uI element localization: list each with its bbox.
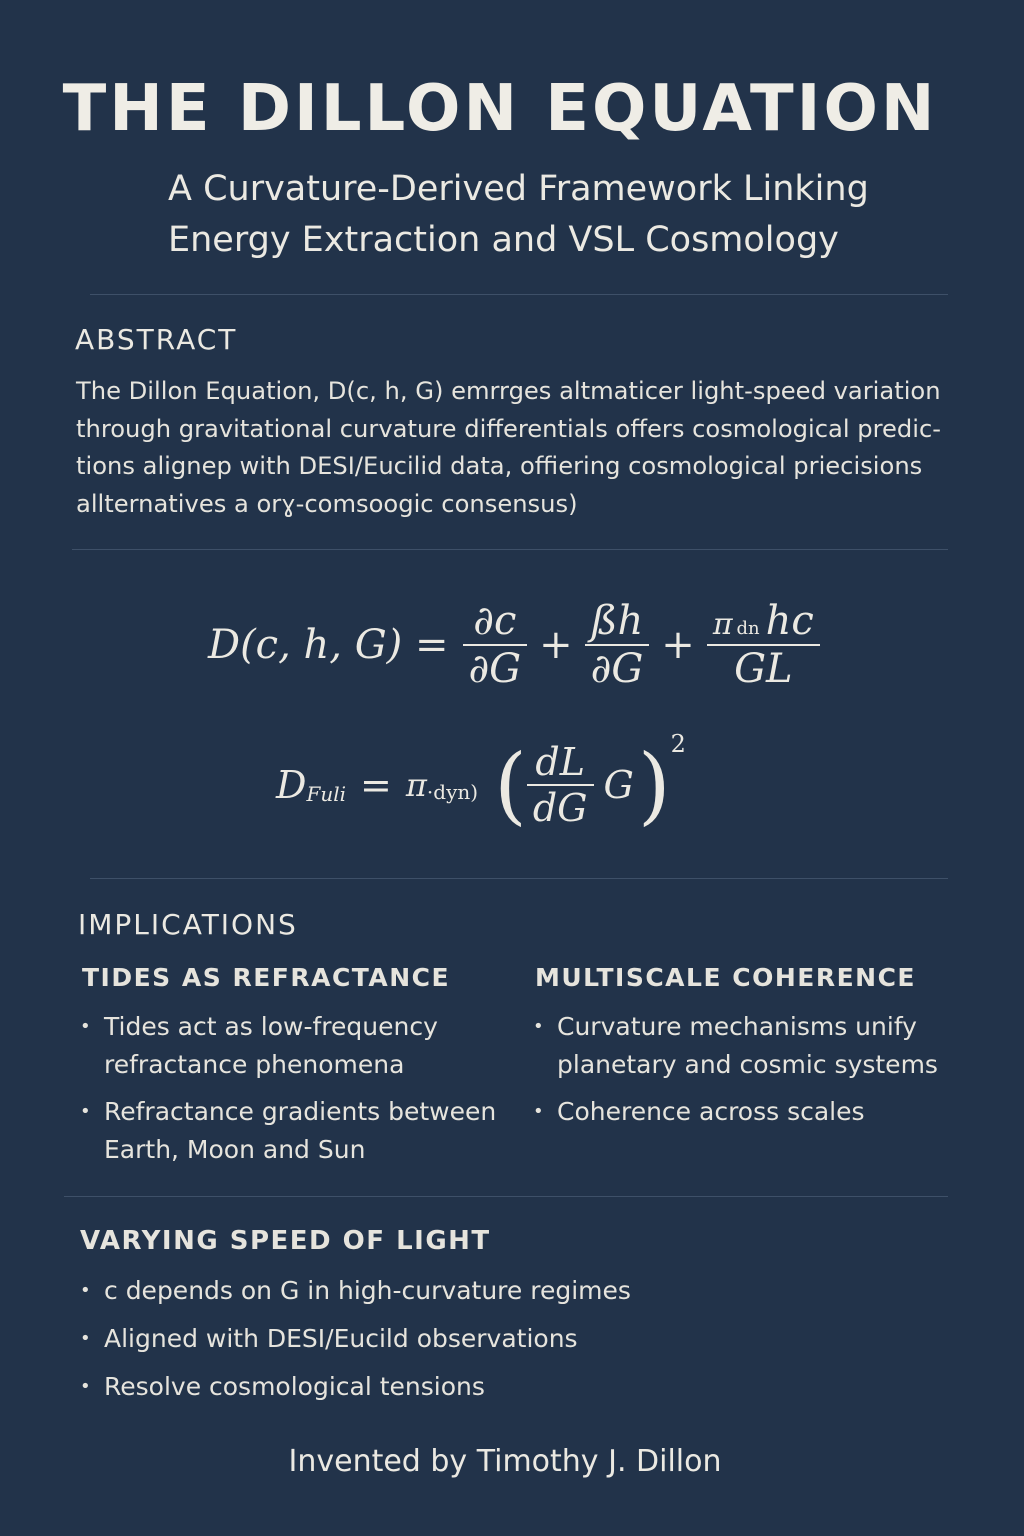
eq1-pi-sub: dn (736, 618, 760, 639)
vsl-heading: VARYING SPEED OF LIGHT (80, 1226, 491, 1256)
subtitle-line-2: Energy Extraction and VSL Cosmology (168, 220, 839, 260)
eq1-term1 (463, 598, 528, 692)
eq1-plus: + (661, 622, 695, 668)
eq1-pi: π (712, 607, 733, 642)
eq2-d-sub: Fuli (306, 782, 347, 806)
abstract-line: allternatives a orɣ-comsoogic consensus) (76, 489, 578, 518)
eq1-term2 (585, 598, 650, 692)
list-item: • Coherence across scales (531, 1093, 971, 1131)
eq2-g: G (603, 763, 634, 807)
eq2-pi: π (405, 766, 427, 804)
eq1-term3-den: GL (707, 644, 820, 692)
eq1-hc: hc (765, 598, 814, 644)
eq2-frac-den: dG (527, 784, 594, 830)
list-item: • Curvature mechanisms unify planetary and cosmic systems (531, 1008, 971, 1084)
dillon-equation (208, 590, 848, 700)
eq2-pi-sub: ·dyn) (426, 780, 479, 804)
tides-list (78, 1008, 508, 1169)
eq2-paren-open: ( (494, 736, 527, 834)
list-item: • Resolve cosmological tensions (78, 1368, 778, 1406)
eq1-term2-num: ßh (590, 598, 644, 644)
eq2-fraction (527, 740, 594, 830)
divider (90, 878, 948, 879)
eq1-term3 (707, 598, 820, 692)
multiscale-heading: MULTISCALE COHERENCE (535, 963, 917, 992)
eq2-equals: = (360, 763, 392, 807)
list-item: • Tides act as low-frequency refractance phenomena (78, 1008, 508, 1084)
eq2-d: D (276, 763, 307, 807)
tides-heading: TIDES AS REFRACTANCE (82, 963, 451, 992)
multiscale-list (531, 1008, 971, 1131)
eq1-lhs: D(c, h, G) = (208, 622, 449, 668)
divider (64, 1196, 948, 1197)
eq2-exponent: 2 (670, 730, 686, 758)
vsl-list (78, 1272, 778, 1406)
divider (90, 294, 948, 295)
implications-heading: IMPLICATIONS (78, 908, 298, 941)
divider (72, 549, 948, 550)
list-item: • c depends on G in high-curvature regimes (78, 1272, 778, 1310)
eq1-term2-den: ∂G (585, 644, 650, 692)
abstract-heading: ABSTRACT (75, 323, 238, 356)
list-item: • Refractance gradients between Earth, Moon and Sun (78, 1093, 508, 1169)
abstract-text (76, 373, 976, 523)
subtitle-line-1: A Curvature-Derived Framework Linking (168, 169, 869, 209)
abstract-line: The Dillon Equation, D(c, h, G) emrrges altmaticer light-speed variation (76, 377, 941, 405)
eq2-paren-close: ) (637, 736, 671, 834)
abstract-line: tions alignep with DESI/Eucilid data, offiering cosmological priecisions (76, 452, 923, 480)
eq1-term1-num: ∂c (473, 598, 517, 644)
page-title: THE DILLON EQUATION (62, 72, 938, 146)
page-subtitle (168, 164, 869, 266)
list-item: • Aligned with DESI/Eucild observations (78, 1320, 778, 1358)
eq2-frac-num: dL (535, 740, 585, 784)
credit: Invented by Timothy J. Dillon (288, 1444, 722, 1479)
eq1-term3-num (707, 598, 820, 644)
full-equation (276, 730, 706, 840)
eq1-plus: + (539, 622, 573, 668)
abstract-line: through gravitational curvature differentials offers cosmological predic- (76, 414, 942, 443)
eq1-term1-den: ∂G (463, 644, 528, 692)
